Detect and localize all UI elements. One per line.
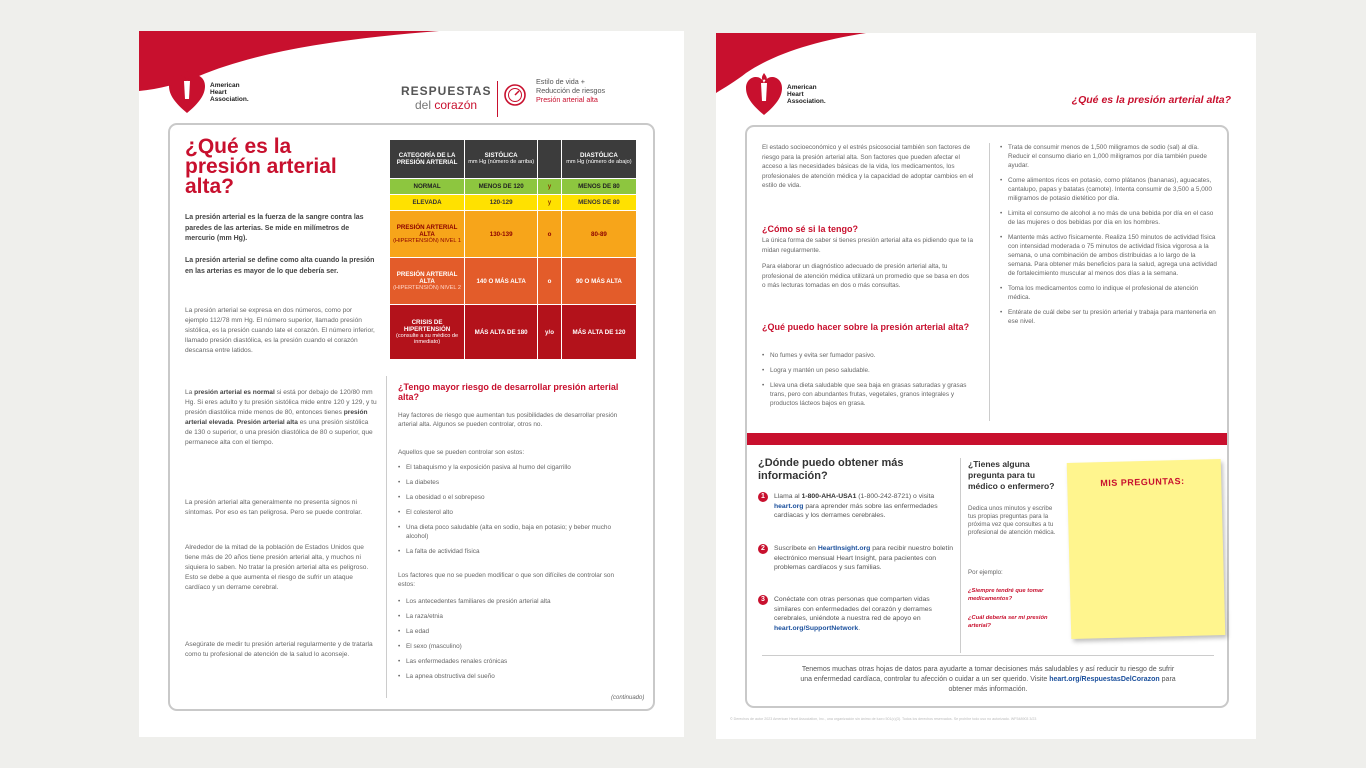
header-diastolic-sub: mm Hg (número de abajo) bbox=[566, 159, 632, 165]
list-item: • El tabaquismo y la exposición pasiva al humo del cigarrillo bbox=[398, 463, 630, 472]
heart-torch-logo-icon bbox=[167, 69, 207, 115]
list-item: • La diabetes bbox=[398, 478, 630, 487]
list-item: • El sexo (masculino) bbox=[398, 642, 630, 651]
paragraph-3: La presión arterial alta generalmente no presenta signos ni síntomas. Por eso es tan peligrosa. Pero se puede controlar. bbox=[185, 499, 363, 516]
row-diastolic: MENOS DE 80 bbox=[562, 179, 636, 194]
header-conj bbox=[538, 140, 561, 178]
title-line-1: ¿Qué es la bbox=[185, 135, 292, 158]
row-systolic: 140 O MÁS ALTA bbox=[465, 258, 537, 304]
header-systolic-sub: mm Hg (número de arriba) bbox=[468, 159, 535, 165]
heartinsight-link[interactable]: HeartInsight.org bbox=[817, 545, 871, 552]
list-item: • Entérate de cuál debe ser tu presión arterial y trabaja para mantenerla en ese nivel. bbox=[1000, 308, 1218, 326]
section-red-bar bbox=[747, 433, 1227, 445]
more-info-heading: ¿Dónde puedo obtener más información? bbox=[758, 457, 904, 482]
step-number-2: 2 bbox=[758, 544, 768, 554]
column-divider-2 bbox=[960, 458, 961, 653]
table-row bbox=[390, 195, 636, 210]
risk-controllable-list bbox=[398, 463, 630, 562]
info-step-1 bbox=[758, 492, 958, 521]
header-systolic bbox=[465, 140, 537, 178]
p2-d: presión arterial elevada bbox=[185, 409, 368, 426]
row-category-sub: (consulte a su médico de inmediato) bbox=[395, 333, 459, 345]
list-item: • Lleva una dieta saludable que sea baja en grasas saturadas y grasas trans, pero con abundantes frutas, vegetales, granos integrales y productos lácteos bajos en grasa. bbox=[762, 381, 974, 408]
list-item: • Las enfermedades renales crónicas bbox=[398, 657, 630, 666]
phone-number: 1-800-AHA-USA1 bbox=[801, 493, 857, 500]
page-header-title: ¿Qué es la presión arterial alta? bbox=[1071, 94, 1231, 106]
row-conj: y bbox=[538, 195, 561, 210]
p2-f: Presión arterial alta bbox=[236, 419, 298, 426]
step-number-3: 3 bbox=[758, 595, 768, 605]
table-header-row bbox=[390, 140, 636, 178]
s1-e: para aprender más sobre las enfermedades cardíacas y los derrames cerebrales. bbox=[774, 502, 938, 519]
row-diastolic: 80-89 bbox=[562, 211, 636, 257]
paragraph-2 bbox=[185, 388, 377, 448]
list-item: • La raza/etnia bbox=[398, 612, 630, 621]
table-row bbox=[390, 258, 636, 304]
row-conj: o bbox=[538, 211, 561, 257]
header-category: CATEGORÍA DE LA PRESIÓN ARTERIAL bbox=[390, 140, 464, 178]
logo-line-2: Heart bbox=[210, 88, 227, 96]
row-category-label: CRISIS DE HIPERTENSIÓN bbox=[403, 319, 451, 333]
list-item: • Mantente más activo físicamente. Realiza 150 minutos de actividad física con intensidad moderada o 75 minutos de actividad física vigorosa a la semana, o una combinación de ambos distribuidas a lo largo de la semana. Para obtener más beneficios para la salud, agrega una actividad de fortalecimiento muscular al menos dos días a la semana. bbox=[1000, 233, 1218, 278]
row-diastolic: MENOS DE 80 bbox=[562, 195, 636, 210]
row-systolic: MÁS ALTA DE 180 bbox=[465, 305, 537, 359]
blood-pressure-table bbox=[389, 139, 637, 360]
row-category bbox=[390, 211, 464, 257]
lead-paragraph-1: La presión arterial es la fuerza de la sangre contra las paredes de las arterias. Se mide en milímetros de mercurio (mm Hg). bbox=[185, 214, 364, 242]
row-category: ELEVADA bbox=[390, 195, 464, 210]
aha-logo bbox=[744, 71, 826, 117]
table-row bbox=[390, 211, 636, 257]
row-systolic: MENOS DE 120 bbox=[465, 179, 537, 194]
paragraph-1: La presión arterial se expresa en dos números, como por ejemplo 112/78 mm Hg. El número superior, llamado presión sistólica, es la presión cuando late el corazón. El número inferior, llamado presión diastólica, es la presión cuando el corazón descansa entre latidos. bbox=[185, 307, 375, 354]
list-item: • La obesidad o el sobrepeso bbox=[398, 493, 630, 502]
respuestas-link[interactable]: heart.org/RespuestasDelCorazon bbox=[1049, 676, 1160, 683]
row-systolic: 130-139 bbox=[465, 211, 537, 257]
header-diastolic-label: DIASTÓLICA bbox=[580, 151, 618, 159]
logo-line-1: American bbox=[787, 83, 817, 91]
row-category-sub: (HIPERTENSIÓN) NIVEL 1 bbox=[393, 238, 461, 244]
example-label: Por ejemplo: bbox=[968, 569, 1003, 576]
s1-a: Llama al bbox=[774, 493, 802, 500]
risk-uncontrollable-intro: Los factores que no se pueden modificar o que son difíciles de controlar son estos: bbox=[398, 572, 614, 588]
risk-heading: ¿Tengo mayor riesgo de desarrollar presión arterial alta? bbox=[398, 382, 619, 402]
lead-paragraph-2: La presión arterial se define como alta cuando la presión en las arterias es mayor de lo que debería ser. bbox=[185, 257, 375, 275]
footer-c: para obtener más información. bbox=[948, 676, 1176, 693]
list-item: • Toma los medicamentos como lo indique el profesional de atención médica. bbox=[1000, 284, 1218, 302]
heart-org-link[interactable]: heart.org bbox=[774, 502, 804, 510]
paragraph-5: Asegúrate de medir tu presión arterial regularmente y de tratarla como tu profesional de atención de la salud lo aconseje. bbox=[185, 641, 373, 658]
questions-heading: ¿Tienes alguna pregunta para tu médico o enfermero? bbox=[968, 459, 1055, 491]
paragraph-4: Alrededor de la mitad de la población de Estados Unidos que tiene más de 20 años tiene presión arterial alta, y muchos ni siquiera lo saben. No tratar la presión arterial alta es peligroso. Esto se debe a que aumenta el riesgo de sufrir un ataque cardíaco y un derrame cerebral. bbox=[185, 544, 369, 591]
row-category bbox=[390, 305, 464, 359]
header-divider bbox=[497, 81, 498, 117]
s1-c: (1-800-242-8721) o visita bbox=[856, 493, 935, 500]
intro-paragraph: El estado socioeconómico y el estrés psicosocial también son factores de riesgo para la presión arterial alta. Son factores que pueden afectar el acceso a las necesidades básicas de la vida, los medicamentos, los profesionales de atención médica y la capacidad de adoptar cambios en el estilo de vida. bbox=[762, 144, 974, 189]
list-item: • Logra y mantén un peso saludable. bbox=[762, 366, 974, 375]
p2-g: es una presión sistólica de 130 o superior, o una presión diastólica de 80 o superior, que permanece alta con el tiempo. bbox=[185, 419, 373, 446]
header-side-text bbox=[536, 77, 605, 104]
list-item: • Trata de consumir menos de 1,500 miligramos de sodio (sal) al día. Reducir el consumo diario en 1,000 miligramos por día también puede ayudar. bbox=[1000, 143, 1218, 170]
p2-c: si está por debajo de 120/80 mm Hg. Si eres adulto y tu presión sistólica mide entre 120 y 129, y tu presión diastólica mide menos de 80, entonces tienes bbox=[185, 389, 377, 416]
list-item: • La edad bbox=[398, 627, 630, 636]
p2-e: . bbox=[233, 419, 237, 426]
row-conj: y bbox=[538, 179, 561, 194]
series-subtitle bbox=[415, 98, 477, 112]
side-line-2: Reducción de riesgos bbox=[536, 86, 606, 95]
risk-controllable-intro: Aquellos que se pueden controlar son estos: bbox=[398, 449, 525, 456]
what-list bbox=[762, 351, 974, 414]
p2-a: La bbox=[185, 389, 195, 396]
page-two bbox=[716, 33, 1256, 739]
row-systolic: 120-129 bbox=[465, 195, 537, 210]
right-tips-list bbox=[1000, 143, 1218, 332]
support-network-link[interactable]: heart.org/SupportNetwork bbox=[774, 624, 859, 632]
what-heading: ¿Qué puedo hacer sobre la presión arterial alta? bbox=[762, 322, 970, 332]
footer-divider bbox=[762, 655, 1214, 656]
page-one bbox=[139, 31, 684, 737]
list-item: • No fumes y evita ser fumador pasivo. bbox=[762, 351, 974, 360]
title-line-2: presión arterial bbox=[185, 155, 337, 178]
heart-torch-logo-icon bbox=[744, 71, 784, 117]
list-item: • Limita el consumo de alcohol a no más de una bebida por día en el caso de las mujeres o dos bebidas por día en los hombres. bbox=[1000, 209, 1218, 227]
side-line-1: Estilo de vida + bbox=[536, 77, 585, 86]
blood-pressure-gauge-icon bbox=[504, 84, 526, 106]
series-del: del bbox=[415, 98, 432, 112]
row-diastolic: 90 O MÁS ALTA bbox=[562, 258, 636, 304]
page-title bbox=[185, 137, 337, 197]
row-category-label: PRESIÓN ARTERIAL ALTA bbox=[396, 271, 458, 285]
row-diastolic: MÁS ALTA DE 120 bbox=[562, 305, 636, 359]
continued-note: (continuado) bbox=[611, 695, 645, 701]
how-heading: ¿Cómo sé si la tengo? bbox=[762, 224, 859, 234]
table-row bbox=[390, 305, 636, 359]
info-step-2 bbox=[758, 544, 958, 573]
footer-text bbox=[798, 665, 1178, 695]
my-questions-note[interactable] bbox=[1067, 459, 1226, 639]
s2-c: para recibir nuestro boletín electrónico mensual Heart Insight, para pacientes con problemas cardíacos y sus familias. bbox=[774, 545, 954, 571]
list-item: • El colesterol alto bbox=[398, 508, 630, 517]
series-corazon: corazón bbox=[434, 98, 478, 112]
questions-paragraph: Dedica unos minutos y escribe tus propias preguntas para la próxima vez que consultes a tu profesional de atención médica. bbox=[968, 505, 1056, 536]
example-question-2: ¿Cuál debería ser mi presión arterial? bbox=[968, 615, 1048, 629]
row-category-sub: (HIPERTENSIÓN) NIVEL 2 bbox=[393, 285, 461, 291]
step-number-1: 1 bbox=[758, 492, 768, 502]
logo-line-3: Association. bbox=[787, 97, 826, 105]
list-item: • Come alimentos ricos en potasio, como plátanos (bananas), aguacates, cantalupo, papas y batatas (camote). Intenta consumir de 3,500 a 5,000 miligramos de potasio dietético por día. bbox=[1000, 176, 1218, 203]
row-category bbox=[390, 258, 464, 304]
table-row bbox=[390, 179, 636, 194]
series-title: RESPUESTAS bbox=[401, 84, 492, 98]
column-divider bbox=[989, 143, 990, 421]
how-paragraph-1: La única forma de saber si tienes presión arterial alta es pidiendo que te la midan regularmente. bbox=[762, 237, 974, 254]
copyright-text: © Derechos de autor 2023 American Heart Association, Inc., una organización sin ánimo de lucro 501(c)(3). Todos los derechos reservados. Se prohíbe todo uso no autorizado. WF548903 3/23 bbox=[730, 717, 1037, 721]
list-item: • Los antecedentes familiares de presión arterial alta bbox=[398, 597, 630, 606]
risk-intro: Hay factores de riesgo que aumentan tus posibilidades de desarrollar presión arterial alta. Algunos se pueden controlar, otros no. bbox=[398, 412, 618, 428]
list-item: • La falta de actividad física bbox=[398, 547, 630, 556]
logo-line-1: American bbox=[210, 81, 240, 89]
s2-a: Suscríbete en bbox=[774, 545, 818, 552]
row-conj: o bbox=[538, 258, 561, 304]
row-category-label: PRESIÓN ARTERIAL ALTA bbox=[396, 224, 458, 238]
example-question-1: ¿Siempre tendré que tomar medicamentos? bbox=[968, 588, 1044, 602]
footer-a: Tenemos muchas otras hojas de datos para ayudarte a tomar decisiones más saludables y así reducir tu riesgo de sufrir una enfermedad cardíaca, controlar tu afección o cuidar a un ser querido. Visite bbox=[800, 666, 1175, 683]
note-title: MIS PREGUNTAS: bbox=[1100, 475, 1185, 489]
risk-uncontrollable-list bbox=[398, 597, 630, 687]
header-diastolic bbox=[562, 140, 636, 178]
info-step-3: 3 Conéctate con otras personas que comparten vidas similares con enfermedades del corazón y derrames cerebrales, uniéndote a nuestra red de apoyo en heart.org/SupportNetwork. bbox=[758, 595, 958, 633]
p2-b: presión arterial es normal bbox=[194, 389, 275, 396]
row-conj: y/o bbox=[538, 305, 561, 359]
title-line-3: alta? bbox=[185, 175, 235, 198]
logo-line-3: Association. bbox=[210, 95, 249, 103]
logo-line-2: Heart bbox=[787, 90, 804, 98]
how-paragraph-2: Para elaborar un diagnóstico adecuado de presión arterial alta, tu profesional de atención médica utilizará un promedio que se basa en dos o más lecturas tomadas en dos o más consultas. bbox=[762, 263, 970, 289]
header-systolic-label: SISTÓLICA bbox=[484, 151, 518, 159]
aha-logo bbox=[167, 69, 249, 115]
side-line-3: Presión arterial alta bbox=[536, 95, 598, 104]
list-item: • La apnea obstructiva del sueño bbox=[398, 672, 630, 681]
list-item: • Una dieta poco saludable (alta en sodio, baja en potasio; y beber mucho alcohol) bbox=[398, 523, 630, 541]
s3-a: Conéctate con otras personas que comparten vidas similares con enfermedades del corazón y derrames cerebrales, uniéndote a nuestra red de apoyo en bbox=[774, 596, 932, 622]
row-category: NORMAL bbox=[390, 179, 464, 194]
column-divider bbox=[386, 376, 387, 698]
